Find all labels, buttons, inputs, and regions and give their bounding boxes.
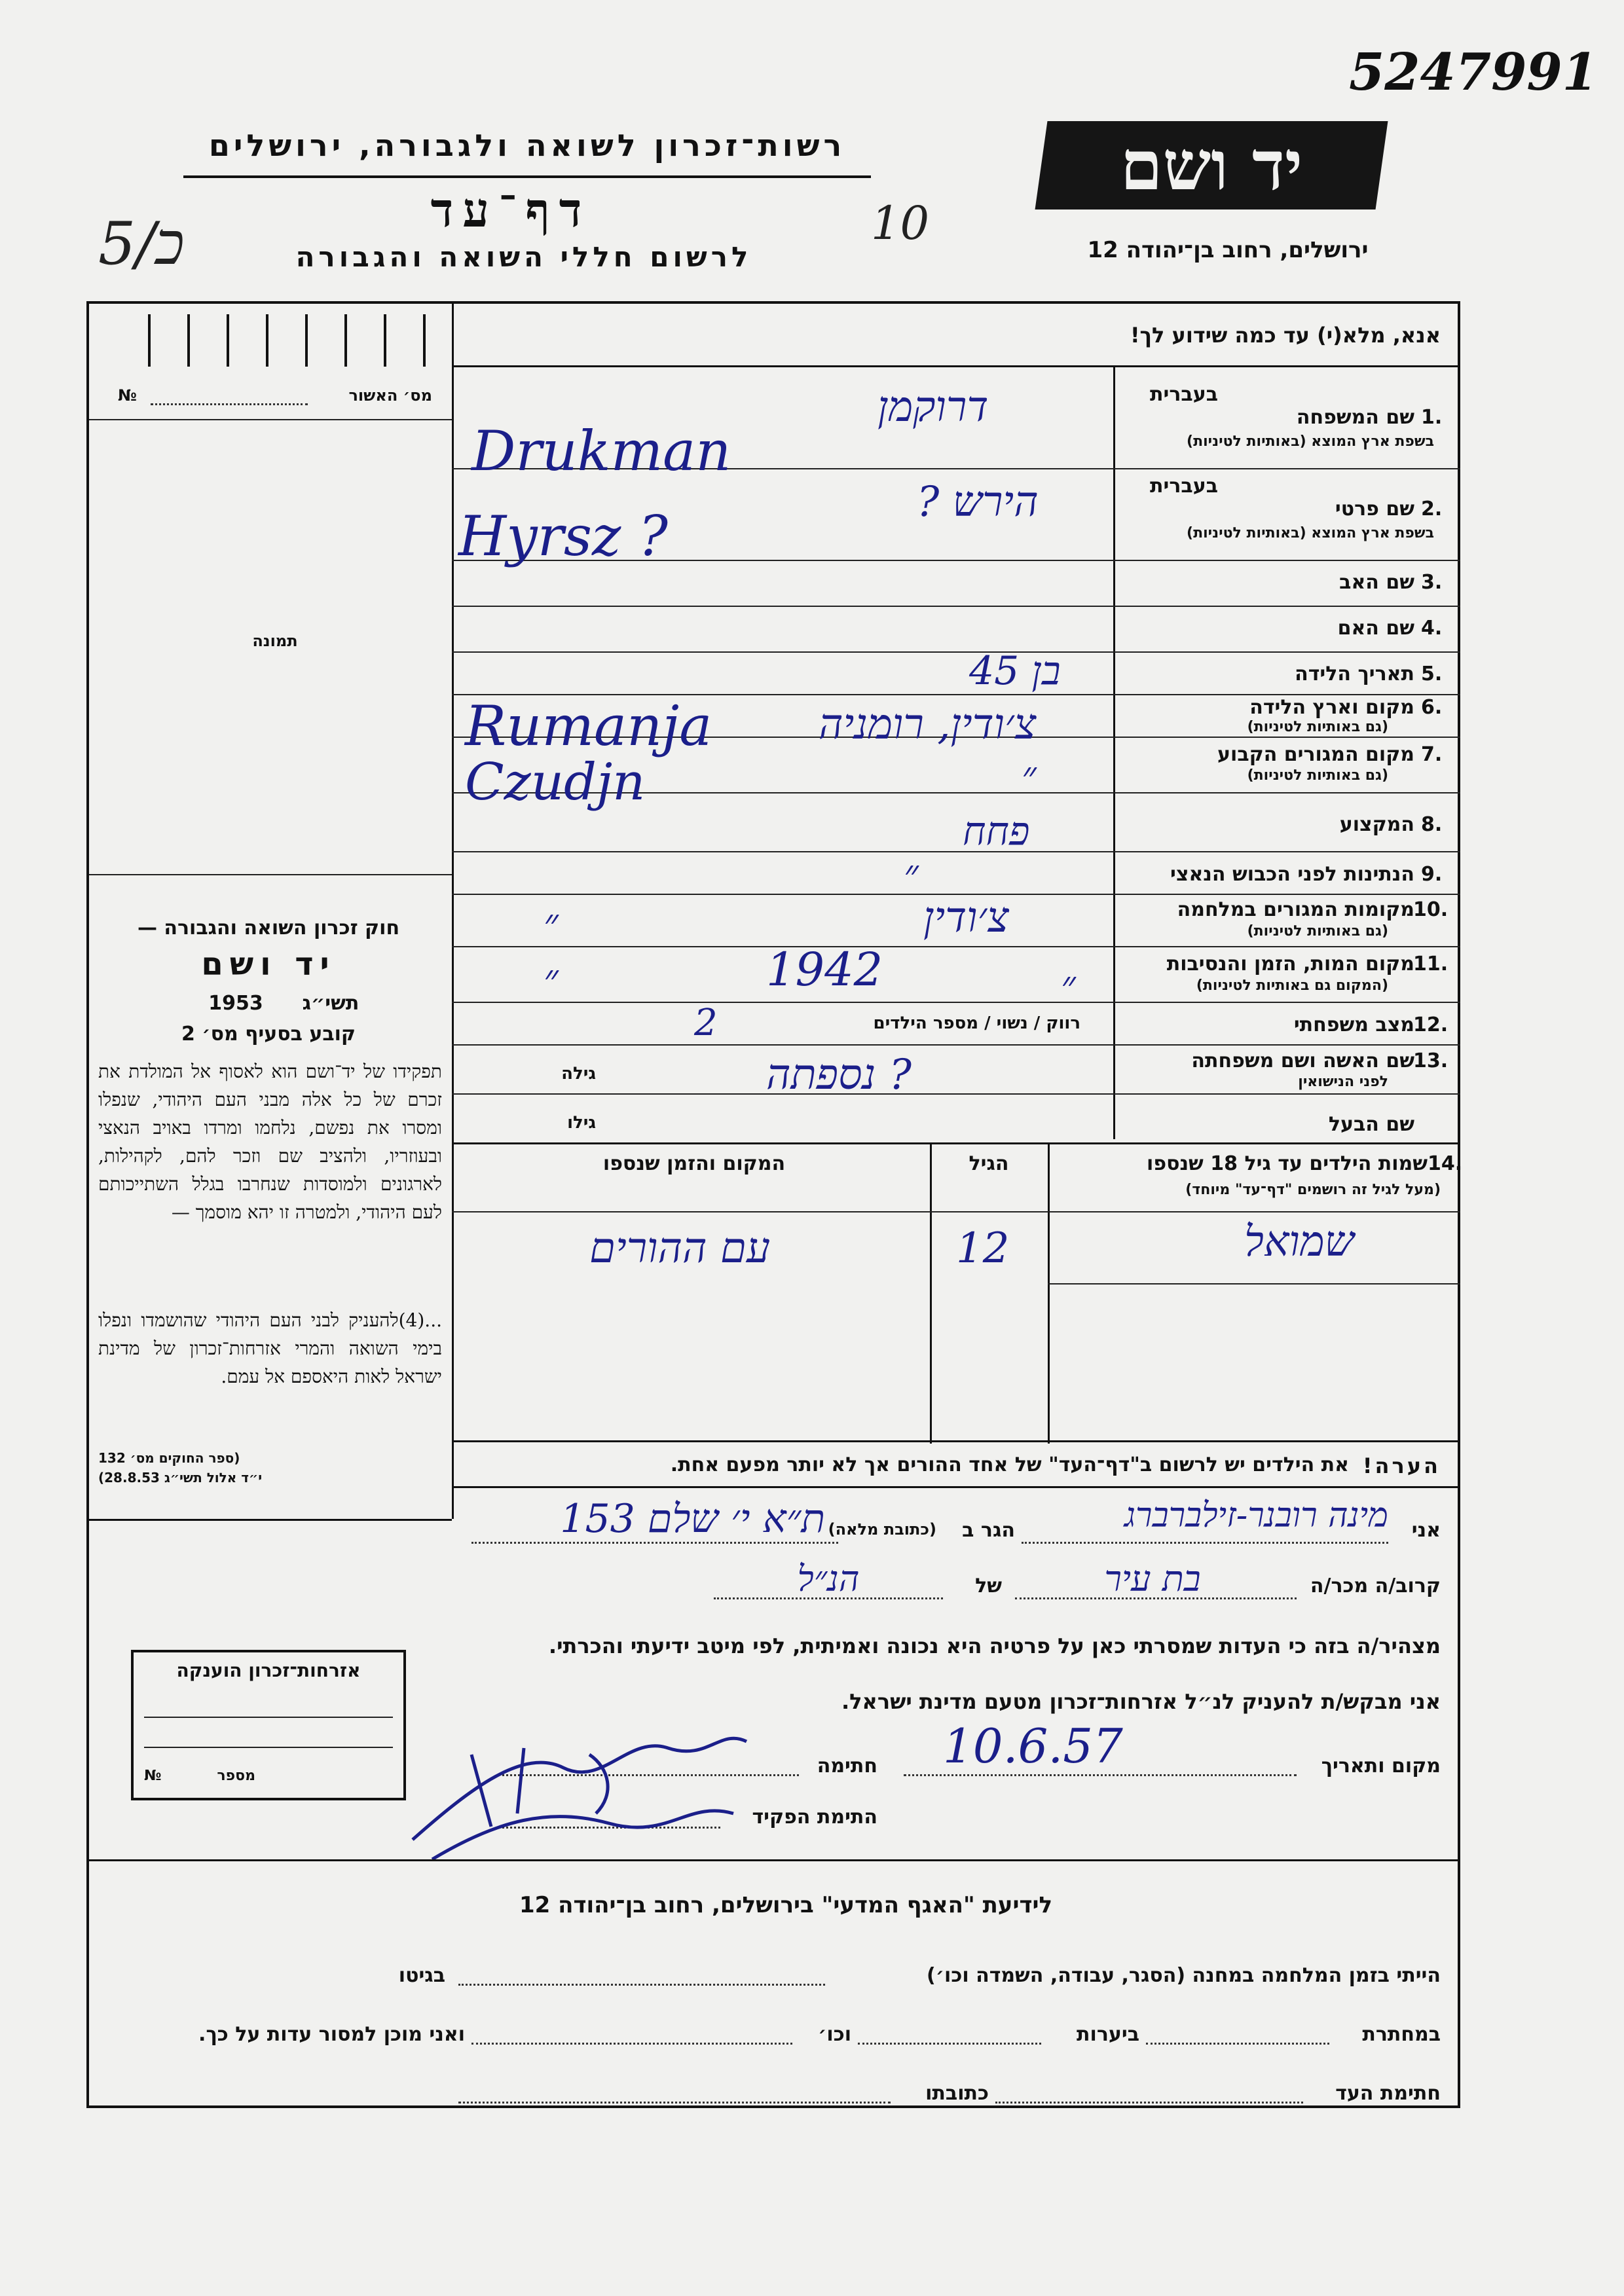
f8-value: פחח (963, 809, 1030, 854)
footer-top-line (89, 1859, 1458, 1861)
f2-num: 2. (1421, 498, 1443, 520)
f14-col-age: הגיל (969, 1152, 1009, 1175)
f14-child-place: עם ההורים (589, 1224, 771, 1273)
f2-value-latin: Hyrsz ? (458, 504, 668, 568)
footer-line2-b: ביערות (1077, 2023, 1139, 2046)
of-dots (714, 1597, 943, 1599)
law-source-2: י״ד אלול תשי״ג 28.8.53) (98, 1470, 263, 1485)
f5-value: בן 45 (969, 648, 1061, 694)
margin-note-mid: 10 (871, 196, 930, 250)
of-value: הנ״ל (797, 1558, 860, 1599)
law-clause: קובע בסעיף מס׳ 2 (181, 1023, 356, 1046)
children-row-line (1048, 1283, 1460, 1285)
footer-line3-dots-2 (458, 2102, 891, 2104)
footer-line2-c: וכו׳ (818, 2023, 851, 2046)
f2-value-hebrew: הירש ? (917, 478, 1039, 526)
citizenship-line-1 (144, 1717, 393, 1718)
law-title: חוק זכרון השואה והגבורה — (137, 917, 400, 939)
footer-line2-d: ואני מוכן למסור עדות על כך. (198, 2023, 465, 2046)
f11-sub: (המקום גם באותיות לטיניות) (1196, 977, 1388, 994)
f10-sub: (גם באותיות לטיניות) (1247, 923, 1388, 939)
law-body-2: ...(4)להעניק לבני העם היהודי שהושמדו ונפלו בימי השואה והמרי אזרחות־זכרון של מדינת ישראל לאות היאספם אל עמם. (98, 1309, 442, 1387)
archive-number: 5247991 (1349, 43, 1598, 102)
footer-line3-a: חתימת העד (1335, 2082, 1441, 2105)
f11-ditto2: ״ (1061, 962, 1076, 1008)
footer-line2-dots-3 (471, 2043, 792, 2045)
f10-ditto: ״ (544, 900, 559, 946)
declarant-ani: אני (1411, 1519, 1441, 1542)
f7-label: מקום המגורים הקבוע (1217, 743, 1414, 766)
relation-value: בת עיר (1104, 1558, 1201, 1599)
children-col-1 (930, 1142, 932, 1444)
footer-line1-a: הייתי בזמן המלחמה במחנה (הסגר, עבודה, השמדה וכו׳) (927, 1964, 1441, 1987)
address: ירושלים, רחוב בן־יהודה 12 (1087, 237, 1369, 263)
f6-label: מקום וארץ הלידה (1249, 696, 1414, 719)
intro-instruction: אנא, מלא(י) עד כמה שידוע לך! (1130, 323, 1441, 348)
f10-label: מקומות המגורים במלחמה (1177, 898, 1414, 921)
signature-label: חתימה (817, 1755, 877, 1777)
row-line-10 (452, 946, 1460, 947)
law-name: יד ושם (201, 946, 336, 983)
logo-text: יד ושם (1120, 125, 1303, 206)
f6-sub: (גם באותיות לטיניות) (1247, 719, 1388, 735)
f12-num: 12. (1413, 1013, 1449, 1036)
f14-label: שמות הילדים עד גיל 18 שנספו (1147, 1152, 1428, 1175)
f10-value: צ׳ודין (923, 894, 1009, 942)
f1-num: 1. (1421, 406, 1443, 429)
f1-label: שם המשפחה (1296, 406, 1414, 429)
declarant-name-dots (1022, 1542, 1388, 1544)
declarant-name: מינה רובנר-זילברברג (1124, 1496, 1388, 1535)
remark-label: הערה! (1362, 1453, 1441, 1478)
f6-num: 6. (1421, 696, 1443, 719)
f1-value-hebrew: דרוקמן (877, 383, 989, 431)
f14-col-place: המקום והזמן שנספו (602, 1152, 786, 1175)
f6-value-hebrew: צ׳ודין, רומניה (819, 701, 1037, 749)
remark-text: את הילדים יש לרשום ב"דף־העד" של אחד ההורים אך לא יותר מפעם אחת. (670, 1453, 1349, 1476)
declarant-signature (393, 1709, 760, 1872)
f13-age-label: גילה (561, 1064, 596, 1084)
declarant-address-note: (כתובת מלאה) (828, 1520, 936, 1539)
f7-num: 7. (1421, 743, 1443, 766)
f9-ditto: ״ (904, 851, 919, 897)
remark-bottom (452, 1486, 1460, 1488)
request-text: אני מבקש/ת להעניק לנ״ל אזרחות־זכרון מטעם מדינת ישראל. (841, 1689, 1441, 1714)
f14-num: 14. (1428, 1152, 1463, 1175)
footer-line2-a: במחתרת (1362, 2023, 1441, 2046)
f12-children-count: 2 (694, 1002, 718, 1044)
f7-ditto: ״ (1022, 753, 1037, 799)
official-label: התימת הפקיד (752, 1806, 877, 1829)
relation-label: קרוב/ה מכר/ה (1310, 1575, 1441, 1597)
row-line-12 (452, 1044, 1460, 1046)
f7-value-latin: Czudjn (465, 753, 646, 812)
f10-num: 10. (1413, 898, 1449, 921)
f4-label: שם האם (1337, 617, 1414, 640)
citizenship-title: אזרחות־זכרון הוענקה (176, 1660, 361, 1681)
f8-label: המקצוע (1339, 813, 1414, 836)
date-value: 10.6.57 (943, 1719, 1123, 1774)
row-line-11 (452, 1002, 1460, 1003)
f5-num: 5. (1421, 663, 1443, 685)
row-line-4 (452, 651, 1460, 653)
children-col-2 (1048, 1142, 1050, 1444)
f14-child-age: 12 (956, 1224, 1010, 1273)
approval-label: מס׳ האשור (348, 386, 432, 405)
f9-num: 9. (1421, 863, 1443, 886)
form-subtitle: לרשום חללי השואה והגבורה (295, 241, 752, 273)
f11-num: 11. (1413, 953, 1449, 975)
footer-line2-dots-2 (858, 2043, 1041, 2045)
f11-year: 1942 (766, 943, 883, 996)
of-label: של (975, 1575, 1002, 1597)
f13-num: 13. (1413, 1049, 1449, 1072)
row-line-14 (452, 1142, 1460, 1144)
footer-line2-dots-1 (1146, 2043, 1329, 2045)
row-line-13 (452, 1093, 1460, 1095)
f13-sub: לפני הנישואין (1298, 1074, 1388, 1090)
f7-sub: (גם באותיות לטיניות) (1247, 767, 1388, 784)
law-year: 1953 (208, 992, 263, 1015)
f2-sub: בשפת ארץ המוצא (באותיות לטיניות) (1187, 525, 1434, 541)
row-line-3 (452, 606, 1460, 607)
husband-age-label: גילו (567, 1113, 596, 1133)
citizenship-number-label: מספר (217, 1768, 255, 1784)
f14-child-name: שמואל (1244, 1218, 1354, 1266)
approval-num-sign: № (118, 386, 137, 405)
f8-num: 8. (1421, 813, 1443, 836)
photo-label: תמונה (252, 632, 298, 650)
f13-label: שם האשה ושם משפחתה (1191, 1049, 1414, 1072)
title-underline (183, 175, 871, 178)
law-box-bottom (89, 1519, 452, 1521)
place-date-dots (904, 1774, 1297, 1776)
relation-dots (1015, 1597, 1297, 1599)
declaration-text: מצהיר/ה בזה כי העדות שמסרתי כאן על פרטיה היא נכונה ואמיתית, לפי מיטב ידיעתי והכרתי. (548, 1633, 1441, 1658)
citizenship-num-sign: № (144, 1768, 162, 1784)
f3-num: 3. (1421, 571, 1443, 594)
form-title: דף־עד (430, 182, 591, 238)
f13-value: ? נספתה (766, 1051, 912, 1099)
footer-notice: לידיעת "האגף המדעי" בירושלים, רחוב בן־יהודה 12 (519, 1892, 1053, 1918)
row-line-8 (452, 851, 1460, 852)
husband-label: שם הבעל (1328, 1113, 1414, 1136)
tick-marks (111, 314, 439, 367)
f1-value-latin: Drukman (471, 419, 731, 483)
approval-dots (151, 403, 308, 405)
f5-label: תאריך הלידה (1295, 663, 1414, 685)
f2-label: שם פרטי (1335, 498, 1414, 520)
f6-value-latin: Rumanja (465, 694, 712, 758)
footer-line1-dots (458, 1984, 825, 1986)
f4-num: 4. (1421, 617, 1443, 640)
f1-lang: בעברית (1150, 383, 1218, 406)
authority-title: רשות־זכרון לשואה ולגבורה, ירושלים (208, 128, 846, 163)
children-bottom-line (452, 1440, 1460, 1442)
footer-line3-dots-1 (995, 2102, 1303, 2104)
f9-label: הנתינות לפני הכבוש הנאצי (1170, 863, 1414, 886)
declarant-lives-label: הגר ב (962, 1519, 1015, 1542)
left-column-divider (452, 301, 454, 1519)
law-source: (ספר החוקים מס׳ 132 (98, 1450, 240, 1466)
approval-underline (89, 419, 452, 420)
children-header-line (452, 1211, 1460, 1212)
f12-options: רווק / נשוי / מספר הילדים (873, 1013, 1080, 1033)
place-date-label: מקום ותאריך (1321, 1755, 1441, 1777)
law-year-heb: תשי״ג (302, 992, 360, 1015)
f14-sub: (מעל לגיל זה רושמים "דף־עד" מיוחד) (1185, 1182, 1441, 1198)
f12-label: מצב משפחתי (1293, 1013, 1414, 1036)
intro-line (452, 365, 1460, 367)
f11-label: מקום המות, הזמן והנסיבות (1166, 953, 1414, 975)
f1-sub: בשפת ארץ המוצא (באותיות לטיניות) (1187, 433, 1434, 450)
declarant-address-dots (471, 1542, 838, 1544)
footer-line3-b: כתובתו (925, 2082, 989, 2105)
photo-bottom (89, 874, 452, 875)
declarant-address: ת״א י׳ שלם 153 (560, 1496, 825, 1542)
f11-ditto1: ״ (544, 956, 559, 1002)
margin-note-left: כ/5 (98, 210, 185, 278)
f3-label: שם האב (1339, 571, 1414, 594)
f2-lang: בעברית (1150, 475, 1218, 498)
law-body: תפקידו של יד־ושם הוא לאסוף אל המולדת את זכרם של כל אלה מבני העם היהודי, שנפלו ומסרו את נפשם, נלחמו ומרדו באויב הנאצי ובעוזריו, ולהציב שם וזכר להם, לקהילות, לארגונים ולמוסדות שנחרבו בגלל השתייכותם לעם היהודי, ולמטרה זו יהא מוסמך — (98, 1061, 442, 1223)
footer-line1-b: בגיטו (398, 1964, 445, 1987)
citizenship-line-2 (144, 1747, 393, 1748)
